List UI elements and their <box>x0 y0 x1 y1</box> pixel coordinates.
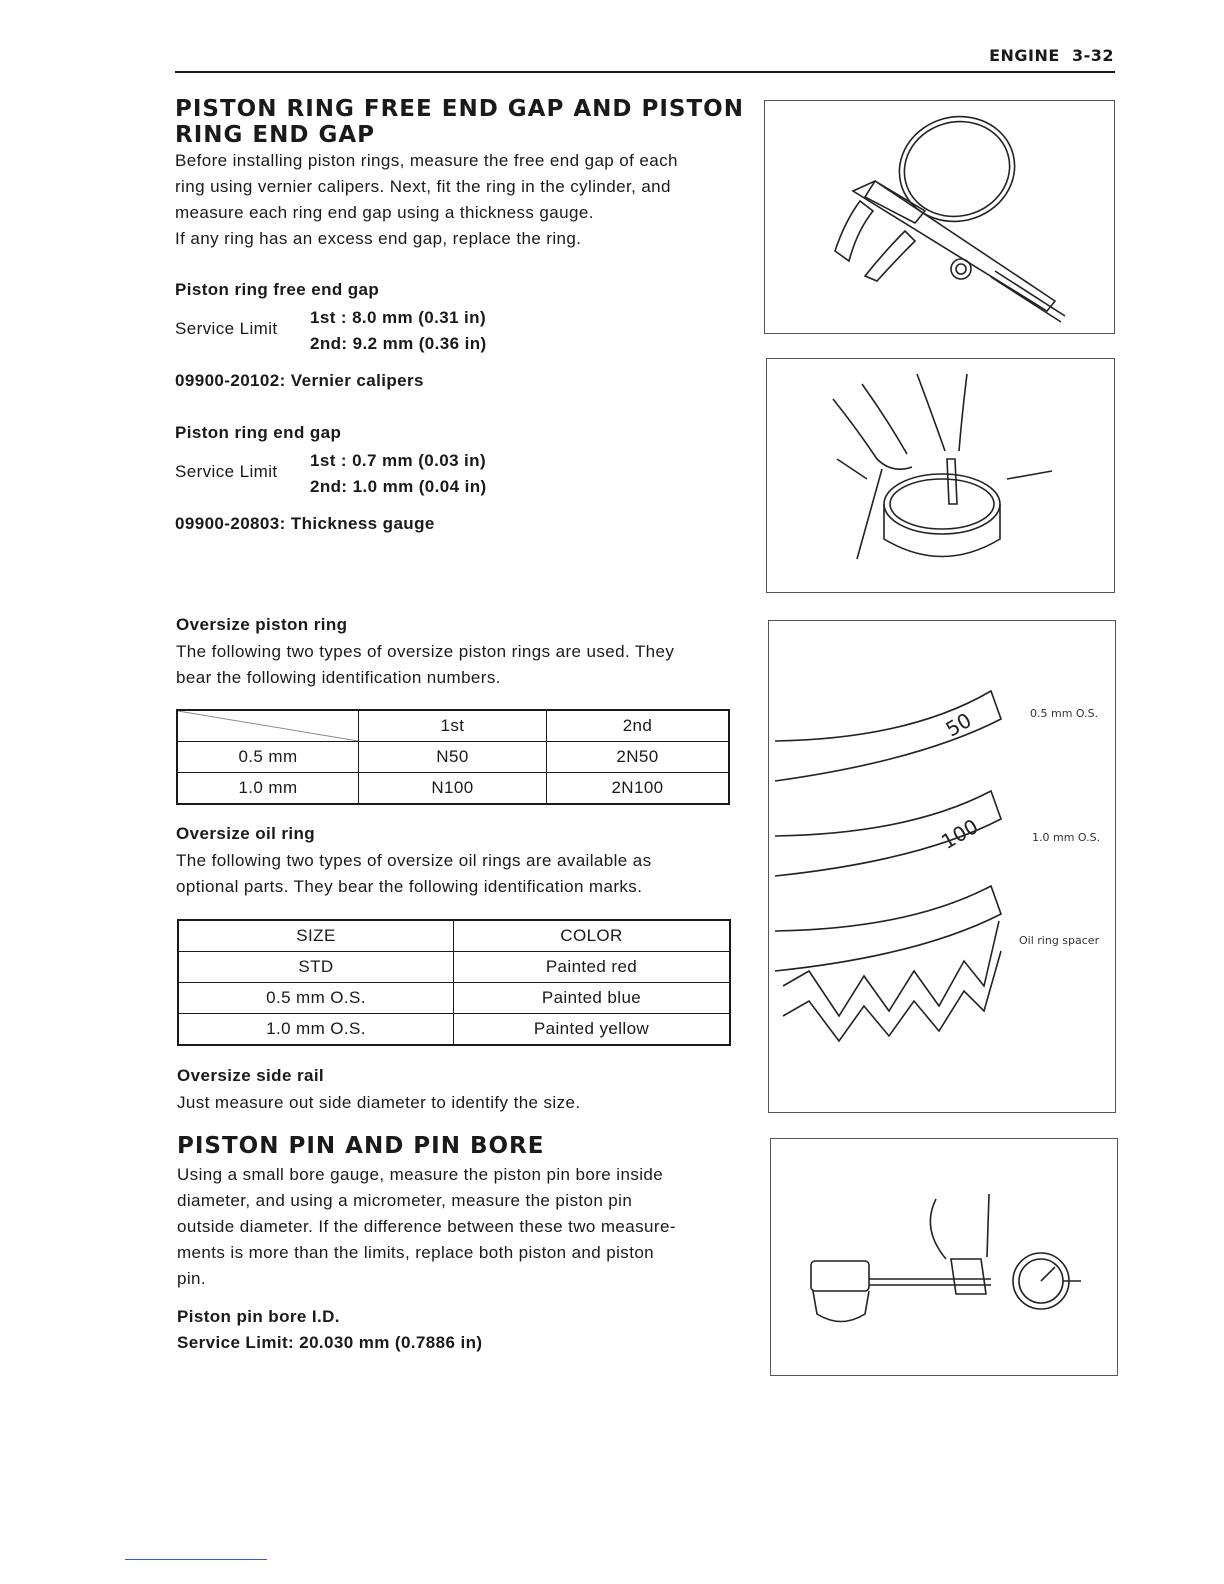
free-gap-heading: Piston ring free end gap <box>175 280 380 299</box>
side-rail-heading: Oversize side rail <box>177 1066 325 1085</box>
pin-bore-service-limit: Service Limit: 20.030 mm (0.7886 in) <box>177 1333 483 1352</box>
intro-line: If any ring has an excess end gap, replace the ring. <box>175 229 582 248</box>
ring-marks-illustration <box>769 621 1115 1112</box>
figure-vernier-calipers <box>764 100 1115 334</box>
oversize-ring-line: bear the following identification numbers. <box>176 668 501 687</box>
oversize-ring-line: The following two types of oversize piston rings are used. They <box>176 642 675 661</box>
piston-pin-line: diameter, and using a micrometer, measure the piston pin <box>177 1191 633 1210</box>
table-cell: Painted blue <box>454 983 731 1014</box>
diagonal-divider <box>178 711 358 741</box>
pin-bore-heading: Piston pin bore I.D. <box>177 1307 340 1326</box>
page-header <box>980 46 1114 65</box>
table-cell: 0.5 mm <box>177 742 359 773</box>
table-header-row <box>177 710 729 742</box>
piston-pin-line: ments is more than the limits, replace both piston and piston <box>177 1243 655 1262</box>
table-header-cell: COLOR <box>454 920 731 952</box>
intro-line: measure each ring end gap using a thickness gauge. <box>175 203 594 222</box>
oversize-oil-line: The following two types of oversize oil rings are available as <box>176 851 652 870</box>
piston-pin-line: outside diameter. If the difference between these two measure- <box>177 1217 676 1236</box>
section-title-ring-gap <box>175 96 755 148</box>
table-cell: Painted red <box>454 952 731 983</box>
intro-paragraph <box>175 148 745 252</box>
table-header-cell: 2nd <box>547 710 730 742</box>
footer-line <box>125 1559 267 1560</box>
tool-vernier-calipers: 09900-20102: Vernier calipers <box>175 371 424 390</box>
table-row <box>178 1014 730 1046</box>
oversize-ring-table <box>176 709 730 805</box>
table-cell: 0.5 mm O.S. <box>178 983 454 1014</box>
header-rule <box>175 71 1115 73</box>
intro-line: Before installing piston rings, measure the free end gap of each <box>175 151 678 170</box>
table-header-row <box>178 920 730 952</box>
title-line-1: PISTON RING FREE END GAP AND PISTON <box>175 96 744 122</box>
oversize-oil-text <box>176 848 746 900</box>
vernier-calipers-illustration <box>765 101 1114 333</box>
thickness-gauge-illustration <box>767 359 1114 592</box>
oversize-oil-heading: Oversize oil ring <box>176 824 316 843</box>
table-cell: N100 <box>359 773 547 805</box>
mark-50-text: 50 <box>941 707 976 742</box>
table-row <box>177 773 729 805</box>
table-cell: STD <box>178 952 454 983</box>
end-gap-values <box>310 448 487 500</box>
end-gap-1st: 1st : 0.7 mm (0.03 in) <box>310 451 487 470</box>
piston-pin-line: Using a small bore gauge, measure the piston pin bore inside <box>177 1165 664 1184</box>
table-cell: N50 <box>359 742 547 773</box>
label-oil-ring-spacer: Oil ring spacer <box>1019 934 1100 947</box>
oversize-oil-line: optional parts. They bear the following identification marks. <box>176 877 643 896</box>
figure-piston-pin <box>770 1138 1118 1376</box>
side-rail-text: Just measure out side diameter to identify the size. <box>177 1093 581 1112</box>
oversize-oil-table <box>177 919 731 1046</box>
free-gap-1st: 1st : 8.0 mm (0.31 in) <box>310 308 487 327</box>
table-cell: 1.0 mm <box>177 773 359 805</box>
piston-pin-line: pin. <box>177 1269 207 1288</box>
table-row <box>178 983 730 1014</box>
label-1-0mm-os: 1.0 mm O.S. <box>1032 831 1101 844</box>
end-gap-2nd: 2nd: 1.0 mm (0.04 in) <box>310 477 487 496</box>
free-gap-values <box>310 305 487 357</box>
figure-ring-marks <box>768 620 1116 1113</box>
table-header-cell: SIZE <box>178 920 454 952</box>
mark-100-text: 100 <box>937 814 983 854</box>
header-page-number: 3-32 <box>1071 46 1114 65</box>
figure-thickness-gauge <box>766 358 1115 593</box>
end-gap-service-limit-label: Service Limit <box>175 462 278 481</box>
table-header-cell: 1st <box>359 710 547 742</box>
table-corner-cell <box>177 710 359 742</box>
header-section: ENGINE <box>989 46 1060 65</box>
title-line-2: RING END GAP <box>175 122 375 148</box>
piston-pin-paragraph <box>177 1162 737 1292</box>
table-row <box>178 952 730 983</box>
table-cell: 2N100 <box>547 773 730 805</box>
free-gap-service-limit-label: Service Limit <box>175 319 278 338</box>
table-cell: Painted yellow <box>454 1014 731 1046</box>
table-cell: 2N50 <box>547 742 730 773</box>
section-title-piston-pin: PISTON PIN AND PIN BORE <box>177 1133 545 1159</box>
oversize-ring-heading: Oversize piston ring <box>176 615 348 634</box>
piston-pin-illustration <box>771 1139 1117 1375</box>
end-gap-heading: Piston ring end gap <box>175 423 342 442</box>
table-row <box>177 742 729 773</box>
tool-thickness-gauge: 09900-20803: Thickness gauge <box>175 514 435 533</box>
table-cell: 1.0 mm O.S. <box>178 1014 454 1046</box>
intro-line: ring using vernier calipers. Next, fit the ring in the cylinder, and <box>175 177 671 196</box>
oversize-ring-text <box>176 639 746 691</box>
label-0-5mm-os: 0.5 mm O.S. <box>1030 707 1099 720</box>
free-gap-2nd: 2nd: 9.2 mm (0.36 in) <box>310 334 487 353</box>
